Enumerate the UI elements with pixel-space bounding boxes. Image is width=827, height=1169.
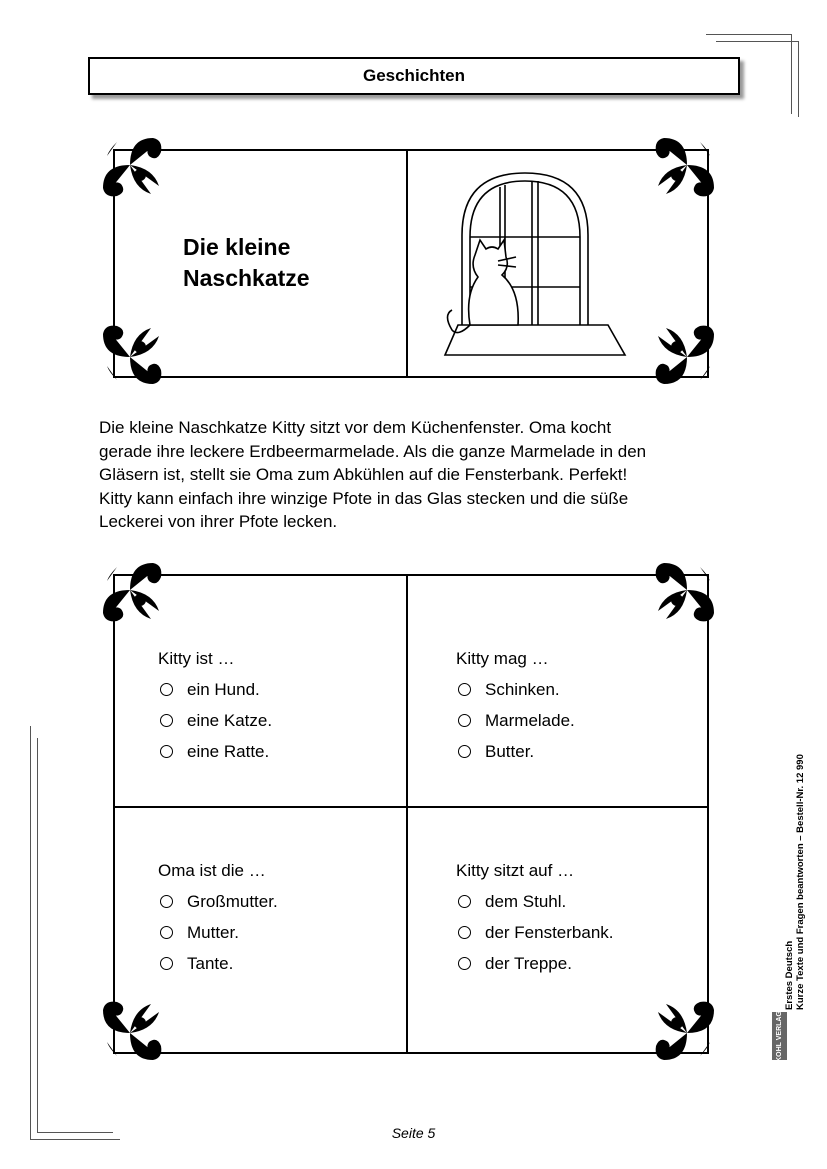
option-label: der Fensterbank. (485, 923, 614, 942)
scroll-ornament-icon (93, 320, 167, 394)
radio-button[interactable] (458, 957, 471, 970)
answer-option[interactable] (456, 948, 614, 979)
option-label: Butter. (485, 742, 535, 761)
answer-option[interactable] (158, 917, 278, 948)
scroll-ornament-icon (93, 128, 167, 202)
option-label: Großmutter. (187, 892, 278, 911)
answer-option[interactable] (456, 886, 614, 917)
option-label: dem Stuhl. (485, 892, 567, 911)
frame-line (798, 41, 799, 117)
question-prompt: Kitty ist … (158, 649, 235, 668)
answer-option[interactable] (158, 674, 272, 705)
radio-button[interactable] (160, 926, 173, 939)
page-number: Seite 5 (391, 1125, 436, 1141)
publisher-sidebar (784, 754, 806, 1010)
scroll-ornament-icon (650, 320, 724, 394)
option-label: Tante. (187, 954, 234, 973)
option-label: Schinken. (485, 680, 560, 699)
page-title: Geschichten (362, 66, 466, 85)
scroll-ornament-icon (93, 996, 167, 1070)
answer-option[interactable] (456, 917, 614, 948)
question-kitty-sits-on (456, 855, 614, 979)
radio-button[interactable] (458, 683, 471, 696)
option-label: eine Katze. (187, 711, 273, 730)
answer-option[interactable] (456, 736, 575, 767)
option-label: Marmelade. (485, 711, 575, 730)
radio-button[interactable] (160, 895, 173, 908)
option-label: ein Hund. (187, 680, 260, 699)
option-label: der Treppe. (485, 954, 572, 973)
radio-button[interactable] (160, 683, 173, 696)
radio-button[interactable] (160, 714, 173, 727)
scroll-ornament-icon (650, 996, 724, 1070)
scroll-ornament-icon (93, 553, 167, 627)
story-line: gerade ihre leckere Erdbeermarmelade. Als die ganze Marmelade in den (99, 441, 647, 461)
sidebar-line: Erstes Deutsch (784, 940, 795, 1010)
frame-line (30, 726, 31, 1140)
answer-option[interactable] (158, 948, 278, 979)
answer-option[interactable] (456, 674, 575, 705)
frame-line (37, 738, 38, 1133)
question-oma-is (158, 855, 278, 979)
radio-button[interactable] (458, 714, 471, 727)
answer-option[interactable] (158, 705, 272, 736)
story-card-divider (406, 149, 408, 376)
question-kitty-is (158, 643, 272, 767)
question-grid-hdivider (113, 806, 707, 808)
page-header (88, 57, 740, 95)
question-prompt: Oma ist die … (158, 861, 266, 880)
radio-button[interactable] (458, 895, 471, 908)
radio-button[interactable] (160, 957, 173, 970)
story-line: Gläsern ist, stellt sie Oma zum Abkühlen auf die Fensterbank. Perfekt! (99, 465, 628, 484)
frame-line (706, 34, 792, 35)
story-title (183, 232, 310, 294)
radio-button[interactable] (458, 745, 471, 758)
question-prompt: Kitty mag … (456, 649, 549, 668)
question-grid-vdivider (406, 574, 408, 1052)
option-label: Mutter. (187, 923, 239, 942)
answer-option[interactable] (456, 705, 575, 736)
scroll-ornament-icon (650, 553, 724, 627)
frame-line (791, 34, 792, 114)
story-line: Kitty kann einfach ihre winzige Pfote in das Glas stecken und die süße (99, 488, 629, 508)
question-kitty-likes (456, 643, 575, 767)
radio-button[interactable] (458, 926, 471, 939)
option-label: eine Ratte. (187, 742, 270, 761)
publisher-logo (772, 1012, 787, 1060)
answer-option[interactable] (158, 886, 278, 917)
question-prompt: Kitty sitzt auf … (456, 861, 575, 880)
publisher-name: KOHL VERLAG (776, 1010, 784, 1062)
scroll-ornament-icon (650, 128, 724, 202)
story-line: Die kleine Naschkatze Kitty sitzt vor dem Küchenfenster. Oma kocht (99, 418, 612, 437)
story-line: Leckerei von ihrer Pfote lecken. (99, 512, 338, 531)
radio-button[interactable] (160, 745, 173, 758)
story-text (99, 416, 739, 534)
story-title-line: Die kleine (183, 234, 291, 260)
cat-window-icon (440, 165, 635, 365)
frame-line (716, 41, 799, 42)
sidebar-line: Kurze Texte und Fragen beantworten – Bestell-Nr. 12 990 (795, 754, 806, 1010)
answer-option[interactable] (158, 736, 272, 767)
story-title-line: Naschkatze (183, 265, 310, 291)
